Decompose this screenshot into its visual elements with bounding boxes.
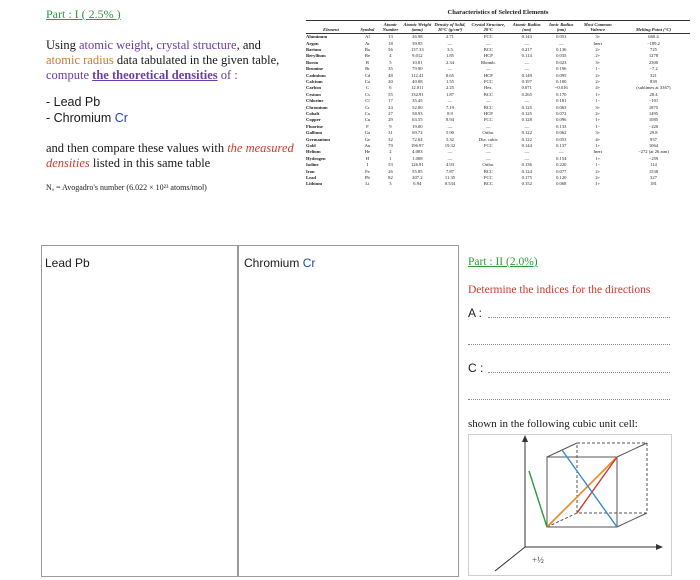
- table-cell: 181: [650, 181, 657, 187]
- table-cell: Inert: [593, 149, 603, 155]
- shown-text: shown in the following cubic unit cell:: [468, 418, 638, 430]
- table-cell: 2+: [595, 53, 601, 59]
- table-cell: 2: [389, 149, 392, 155]
- part2-heading: Part : II (2.0%): [468, 256, 538, 268]
- table-cell: BCC: [483, 104, 493, 110]
- table-cell: 0.220: [556, 162, 567, 168]
- table-cell: 3+: [595, 59, 601, 65]
- table-cell: Hex.: [483, 85, 493, 91]
- table-cell: 2+: [595, 72, 601, 78]
- table-cell: —: [524, 98, 530, 104]
- table-cell: 0.143: [521, 34, 532, 40]
- table-cell: 0.124: [521, 168, 532, 174]
- table-cell: Li: [365, 181, 370, 187]
- unit-cell-diagram: [469, 435, 671, 575]
- table-cell: 2+: [595, 110, 601, 116]
- table-cell: Fe: [365, 168, 370, 174]
- table-cell: 0.114: [521, 53, 532, 59]
- table-cell: Ar: [364, 40, 370, 46]
- table-cell: 0.062: [556, 130, 567, 136]
- table-cell: 0.137: [556, 142, 567, 148]
- table-cell: 1+: [595, 117, 601, 123]
- table-cell: 27: [388, 110, 393, 116]
- table-cell: BCC: [483, 47, 493, 53]
- elements-table: [306, 20, 690, 187]
- table-cell: Lithium: [306, 181, 323, 187]
- table-cell: 29.8: [649, 130, 658, 136]
- table-title: Characteristics of Selected Elements: [447, 9, 549, 16]
- table-cell: 0.096: [556, 117, 567, 123]
- table-cell: Calcium: [306, 79, 323, 85]
- table-cell: −220: [648, 123, 659, 129]
- table-cell: 11.35: [444, 174, 456, 180]
- table-cell: —: [524, 123, 530, 129]
- table-cell: He: [364, 149, 371, 155]
- table-cell: —: [486, 149, 491, 155]
- table-cell: 5.32: [445, 136, 454, 142]
- table-cell: 7.19: [445, 104, 454, 110]
- table-cell: 0.152: [521, 181, 532, 187]
- table-header-cell: Most Common Valence: [579, 21, 617, 34]
- table-cell: 29: [388, 117, 393, 123]
- table-cell: Ca: [364, 79, 370, 85]
- table-cell: 321: [650, 72, 657, 78]
- table-cell: −272 (at 26 atm): [638, 149, 669, 155]
- table-cell: I: [366, 162, 369, 168]
- table-cell: −189.2: [647, 40, 660, 46]
- table-cell: (sublimes at 3367): [636, 85, 671, 91]
- table-cell: 0.136: [521, 162, 532, 168]
- table-cell: Ba: [364, 47, 370, 53]
- table-cell: 0.122: [521, 136, 532, 142]
- table-cell: —: [447, 66, 453, 72]
- table-cell: 69.72: [412, 130, 423, 136]
- table-header-row: [306, 21, 690, 34]
- table-cell: 137.33: [411, 47, 424, 53]
- table-cell: 1538: [648, 168, 659, 174]
- table-cell: −101: [648, 98, 659, 104]
- table-cell: 4.93: [445, 162, 454, 168]
- table-cell: 56: [388, 47, 393, 53]
- unit-cell-figure: [468, 434, 672, 576]
- table-cell: 3+: [595, 34, 601, 40]
- direction-b-vector: [577, 457, 617, 513]
- table-cell: 112.41: [411, 72, 424, 78]
- table-cell: 937: [650, 136, 657, 142]
- table-cell: FCC: [484, 174, 493, 180]
- table-header-cell: Atomic Radius (nm): [509, 21, 544, 34]
- table-cell: 3+: [595, 104, 601, 110]
- instruction-line-3: compute the theoretical densities of :: [46, 68, 238, 82]
- table-cell: 5.90: [445, 130, 454, 136]
- table-cell: 0.125: [521, 104, 532, 110]
- table-cell: 26: [388, 168, 393, 174]
- table-cell: 4+: [595, 136, 601, 142]
- table-cell: BCC: [483, 168, 493, 174]
- table-cell: 1+: [595, 91, 601, 97]
- table-cell: Chromium: [306, 104, 328, 110]
- table-cell: 2300: [648, 59, 659, 65]
- table-cell: 8.65: [445, 72, 454, 78]
- table-cell: 35: [388, 66, 393, 72]
- chromium-answer-box[interactable]: [237, 245, 459, 577]
- table-cell: 2.34: [445, 59, 454, 65]
- table-cell: 0.265: [521, 91, 532, 97]
- table-header-cell: Crystal Structure, 20°C: [467, 21, 509, 34]
- table-cell: 0.217: [521, 47, 532, 53]
- table-cell: 26.98: [412, 34, 423, 40]
- table-cell: 0.149: [521, 72, 532, 78]
- table-cell: Iodine: [306, 162, 319, 168]
- compare-text: and then compare these values with the measured densities listed in this same table: [46, 141, 294, 170]
- table-cell: 79.90: [412, 66, 423, 72]
- table-cell: 8.94: [445, 117, 454, 123]
- table-cell: 207.2: [412, 174, 423, 180]
- table-cell: 1−: [595, 98, 601, 104]
- item-lead: - Lead Pb: [46, 95, 101, 109]
- table-cell: 40.08: [412, 79, 423, 85]
- table-cell: 82: [388, 174, 393, 180]
- table-cell: 0.175: [521, 174, 532, 180]
- table-cell: Copper: [306, 117, 321, 123]
- part2-instruction: Determine the indices for the directions: [468, 284, 651, 296]
- table-cell: Cobalt: [306, 110, 320, 116]
- table-cell: FCC: [484, 117, 493, 123]
- table-cell: 1.87: [445, 91, 454, 97]
- table-cell: 0.170: [556, 91, 567, 97]
- table-cell: 3+: [595, 130, 601, 136]
- table-cell: Ortho.: [482, 130, 495, 136]
- instruction-line-2: atomic radius data tabulated in the given table,: [46, 53, 280, 67]
- table-cell: 1−: [595, 66, 601, 72]
- table-cell: Br: [365, 66, 370, 72]
- table-cell: 2+: [595, 168, 601, 174]
- lead-answer-label: Lead Pb: [45, 256, 90, 270]
- table-cell: 28.4: [649, 91, 658, 97]
- table-cell: Rhomb.: [481, 59, 496, 65]
- table-cell: 1.008: [412, 155, 423, 161]
- table-cell: Fluorine: [306, 123, 323, 129]
- table-cell: 1: [389, 155, 392, 161]
- table-cell: Carbon: [306, 85, 322, 91]
- table-cell: 7.87: [445, 168, 454, 174]
- answer-c-line[interactable]: [488, 371, 670, 373]
- table-cell: 0.144: [521, 142, 532, 148]
- table-cell: —: [447, 155, 453, 161]
- table-cell: 0.133: [556, 123, 567, 129]
- table-cell: Barium: [306, 47, 322, 53]
- table-cell: FCC: [484, 142, 493, 148]
- part1-instructions: [46, 38, 306, 83]
- table-cell: 13: [388, 34, 393, 40]
- table-header-cell: Atomic Weight (amu): [403, 22, 432, 33]
- table-cell: 0.095: [556, 72, 567, 78]
- table-cell: Ge: [364, 136, 371, 142]
- table-cell: —: [524, 66, 530, 72]
- table-cell: 1.85: [445, 53, 454, 59]
- table-cell: —: [447, 98, 453, 104]
- table-cell: Cs: [364, 91, 370, 97]
- table-cell: 8.9: [447, 110, 453, 116]
- table-cell: −259: [648, 155, 659, 161]
- table-cell: Cl: [365, 98, 370, 104]
- table-cell: —: [447, 149, 453, 155]
- table-cell: 327: [650, 174, 657, 180]
- table-cell: 79: [388, 142, 393, 148]
- table-cell: Argon: [306, 40, 319, 46]
- table-cell: 55.85: [412, 168, 423, 174]
- table-cell: 4.003: [412, 149, 423, 155]
- table-cell: Lead: [306, 174, 316, 180]
- table-header-cell: Ionic Radius (nm): [544, 21, 579, 34]
- table-cell: Dia. cubic: [478, 136, 498, 142]
- table-cell: 4+: [595, 85, 601, 91]
- table-cell: 48: [388, 72, 393, 78]
- table-cell: BCC: [483, 181, 493, 187]
- table-cell: 0.154: [556, 155, 567, 161]
- table-cell: Gallium: [306, 130, 323, 136]
- table-cell: 2+: [595, 79, 601, 85]
- table-cell: Chlorine: [306, 98, 324, 104]
- table-cell: 1−: [595, 123, 601, 129]
- table-header-cell: Symbol: [356, 21, 379, 34]
- table-cell: 1+: [595, 181, 601, 187]
- table-cell: 6: [389, 85, 392, 91]
- table-cell: 2.25: [445, 85, 454, 91]
- table-cell: —: [524, 149, 530, 155]
- table-cell: 1875: [648, 104, 659, 110]
- table-cell: 0.035: [556, 53, 567, 59]
- table-cell: Al: [365, 34, 370, 40]
- answer-c-line-2[interactable]: [468, 398, 670, 400]
- table-cell: 19.32: [444, 142, 456, 148]
- lead-answer-box[interactable]: [41, 245, 239, 577]
- table-cell: Aluminum: [306, 34, 328, 40]
- avogadro-note: Nₐ = Avogadro's number (6.022 × 10²³ atoms/mol): [46, 183, 207, 192]
- table-cell: Inert: [593, 40, 603, 46]
- table-cell: 0.053: [556, 136, 567, 142]
- table-cell: 1064: [648, 142, 659, 148]
- table-cell: 0.023: [556, 59, 567, 65]
- table-cell: Helium: [306, 149, 321, 155]
- table-cell: 0.136: [556, 47, 567, 53]
- part1-heading: Part : I ( 2.5% ): [46, 7, 121, 21]
- table-cell: 17: [388, 98, 393, 104]
- table-cell: 0.071: [521, 85, 532, 91]
- table-cell: —: [486, 155, 491, 161]
- table-cell: 0.072: [556, 110, 567, 116]
- table-cell: 52.00: [412, 104, 423, 110]
- item-chromium: - Chromium Cr: [46, 111, 128, 125]
- half-label: +½: [532, 555, 544, 565]
- table-cell: 31: [388, 130, 393, 136]
- table-cell: 35.45: [412, 98, 423, 104]
- table-body: [306, 34, 690, 188]
- table-cell: 72.64: [412, 136, 423, 142]
- table-header-cell: Element: [306, 21, 356, 34]
- table-cell: 58.93: [412, 110, 423, 116]
- table-cell: Germanium: [306, 136, 330, 142]
- table-cell: 1278: [648, 53, 659, 59]
- table-cell: HCP: [483, 110, 493, 116]
- table-cell: —: [524, 59, 530, 65]
- table-cell: 0.100: [556, 79, 567, 85]
- table-cell: Cd: [364, 72, 371, 78]
- table-cell: 5: [389, 59, 392, 65]
- table-cell: 1+: [595, 142, 601, 148]
- table-cell: Boron: [306, 59, 319, 65]
- table-cell: Bromine: [306, 66, 324, 72]
- table-cell: 9.012: [412, 53, 423, 59]
- table-cell: 0.197: [521, 79, 532, 85]
- direction-d-vector: [529, 471, 547, 527]
- table-cell: 0.128: [521, 117, 532, 123]
- table-cell: 126.91: [411, 162, 424, 168]
- answer-c-label: C :: [468, 361, 484, 375]
- table-cell: 132.91: [411, 91, 424, 97]
- table-cell: Cesium: [306, 91, 321, 97]
- table-cell: 0.068: [556, 181, 567, 187]
- table-cell: 725: [650, 47, 657, 53]
- table-cell: Cr: [365, 104, 370, 110]
- table-cell: Be: [364, 53, 370, 59]
- table-cell: Cu: [364, 117, 371, 123]
- table-cell: 3: [389, 181, 392, 187]
- table-cell: 1−: [595, 162, 601, 168]
- table-cell: 839: [650, 79, 657, 85]
- table-cell: —: [524, 155, 530, 161]
- table-row: [306, 34, 690, 41]
- table-cell: 18: [388, 40, 393, 46]
- table-cell: Pb: [364, 174, 370, 180]
- table-cell: 20: [388, 79, 393, 85]
- table-cell: —: [524, 40, 530, 46]
- table-cell: 39.95: [412, 40, 423, 46]
- table-cell: 114: [650, 162, 657, 168]
- table-cell: —: [447, 40, 453, 46]
- table-cell: 0.196: [556, 66, 567, 72]
- table-cell: 1495: [648, 110, 659, 116]
- table-cell: FCC: [484, 79, 493, 85]
- table-cell: 55: [388, 91, 393, 97]
- table-header-cell: Melting Point (°C): [617, 21, 690, 34]
- table-cell: 6.94: [413, 181, 422, 187]
- table-cell: 0.077: [556, 168, 567, 174]
- table-cell: F: [366, 123, 369, 129]
- table-cell: 0.063: [556, 104, 567, 110]
- table-cell: —: [558, 40, 564, 46]
- table-cell: 4: [389, 53, 392, 59]
- table-cell: BCC: [483, 91, 493, 97]
- table-cell: 2+: [595, 47, 601, 53]
- table-cell: ~0.016: [554, 85, 568, 91]
- element-list: [46, 94, 128, 126]
- table-cell: —: [486, 123, 491, 129]
- table-cell: 2+: [595, 174, 601, 180]
- table-cell: −7.2: [649, 66, 658, 72]
- direction-a-vector: [547, 457, 617, 527]
- table-cell: Ga: [364, 130, 371, 136]
- table-cell: 63.55: [412, 117, 423, 123]
- table-cell: 32: [388, 136, 393, 142]
- chromium-answer-label: Chromium Cr: [244, 256, 316, 270]
- table-cell: 660.4: [648, 34, 659, 40]
- answer-a-line-2[interactable]: [468, 343, 670, 345]
- table-cell: —: [558, 149, 564, 155]
- table-cell: HCP: [483, 72, 493, 78]
- table-cell: 0.120: [556, 174, 567, 180]
- table-cell: 12.011: [411, 85, 424, 91]
- table-cell: Co: [364, 110, 371, 116]
- table-cell: 3.5: [447, 47, 453, 53]
- table-cell: 196.97: [411, 142, 424, 148]
- table-cell: 9: [389, 123, 392, 129]
- table-cell: —: [447, 123, 453, 129]
- table-cell: Iron: [306, 168, 315, 174]
- table-cell: Cadmium: [306, 72, 326, 78]
- table-cell: Beryllium: [306, 53, 326, 59]
- elements-table-panel: [306, 10, 690, 230]
- table-cell: Hydrogen: [306, 155, 326, 161]
- table-cell: 0.125: [521, 110, 532, 116]
- table-cell: 19.00: [412, 123, 423, 129]
- answer-a-line[interactable]: [488, 316, 670, 318]
- table-cell: 0.122: [521, 130, 532, 136]
- table-cell: 53: [388, 162, 393, 168]
- table-cell: 2.71: [445, 34, 454, 40]
- table-cell: 1.55: [445, 79, 454, 85]
- table-row: [306, 181, 690, 187]
- table-cell: 10.81: [412, 59, 423, 65]
- table-cell: H: [365, 155, 370, 161]
- table-cell: Gold: [306, 142, 316, 148]
- table-cell: —: [486, 98, 491, 104]
- table-cell: —: [486, 40, 491, 46]
- table-cell: C: [365, 85, 369, 91]
- table-cell: 0.534: [444, 181, 456, 187]
- table-cell: 1+: [595, 155, 601, 161]
- table-cell: Au: [364, 142, 371, 148]
- table-cell: 1085: [648, 117, 659, 123]
- table-cell: 0.181: [556, 98, 567, 104]
- table-cell: Ortho.: [482, 162, 495, 168]
- table-cell: 24: [388, 104, 393, 110]
- table-cell: B: [365, 59, 369, 65]
- direction-c-vector: [562, 450, 617, 527]
- table-header-cell: Atomic Number: [379, 21, 402, 34]
- table-cell: HCP: [483, 53, 493, 59]
- answer-a-label: A :: [468, 306, 483, 320]
- table-cell: FCC: [484, 34, 493, 40]
- instruction-line-1: Using atomic weight, crystal structure, and: [46, 38, 261, 52]
- table-cell: 0.053: [556, 34, 567, 40]
- table-cell: —: [486, 66, 491, 72]
- table-header-cell: Density of Solid, 20°C (g/cm³): [434, 22, 466, 33]
